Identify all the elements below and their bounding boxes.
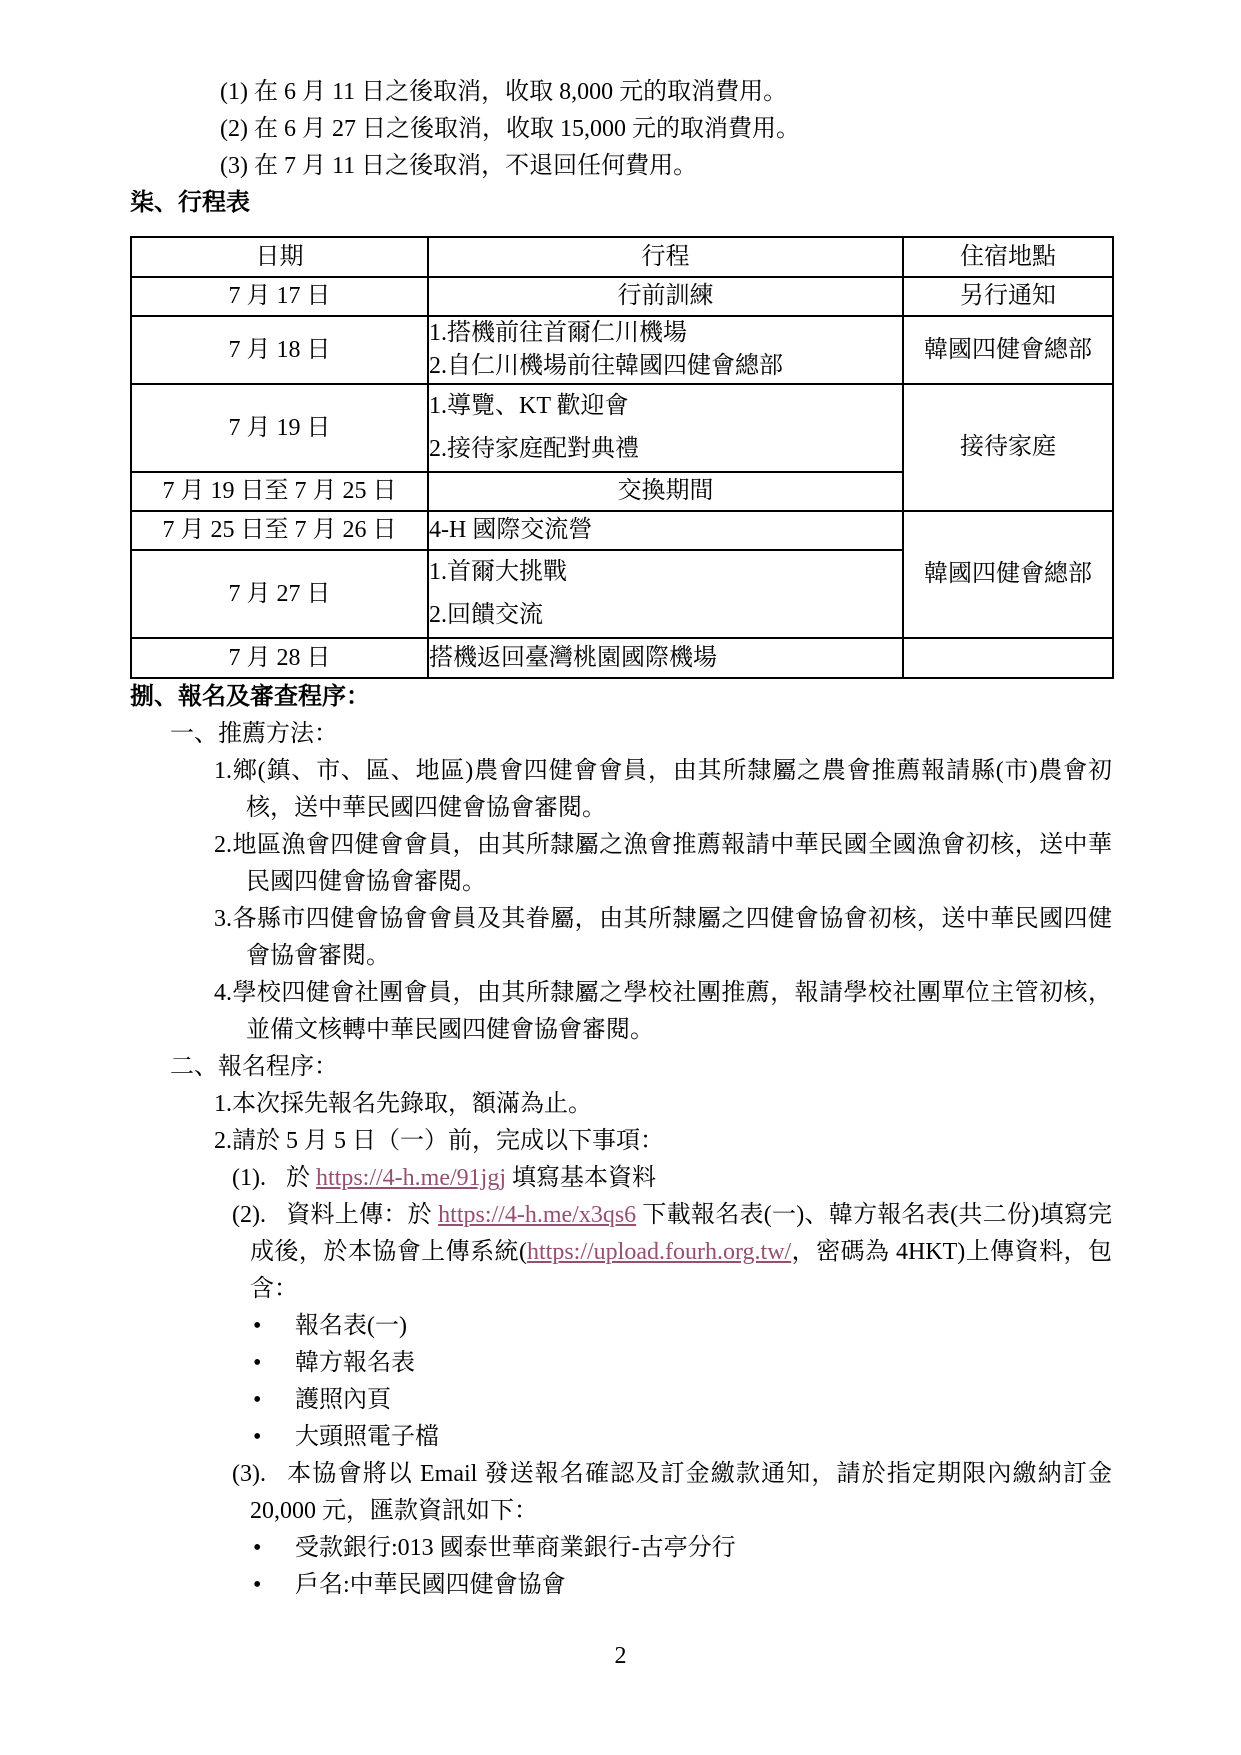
table-row	[131, 638, 1113, 678]
recommendation-item	[130, 827, 1112, 901]
recommendation-heading: 一、推薦方法：	[170, 721, 338, 747]
upload-list-item	[130, 1345, 1112, 1382]
bullet-text: 韓方報名表	[295, 1350, 415, 1376]
bullet-icon: •	[253, 1535, 262, 1561]
item-text: 請於 5 月 5 日（一）前，完成以下事項：	[232, 1128, 664, 1154]
item-number: 2.	[214, 1128, 232, 1154]
bullet-text: 護照內頁	[295, 1387, 391, 1413]
header-schedule: 行程	[428, 237, 903, 277]
cancel-item: (3) 在 7 月 11 日之後取消，不退回任何費用。	[220, 153, 698, 179]
upload-list-item	[130, 1419, 1112, 1456]
table-row	[131, 384, 1113, 472]
item-number: 3.	[214, 906, 232, 932]
recommendation-item	[130, 975, 1112, 1049]
bullet-icon: •	[253, 1350, 262, 1376]
item-number: 2.	[214, 832, 232, 858]
schedule-cell: 交換期間	[428, 472, 903, 511]
schedule-cell	[428, 384, 903, 472]
item-text: 鄉(鎮、市、區、地區)農會四健會會員，由其所隸屬之農會推薦報請縣(市)農會初核，送中華民國四健會協會審閱。	[232, 758, 1112, 821]
table-row	[131, 277, 1113, 316]
substep-number: (3).	[232, 1461, 266, 1487]
registration-substep	[130, 1456, 1112, 1530]
date-cell: 7 月 19 日至 7 月 25 日	[131, 472, 428, 511]
itinerary-table	[130, 236, 1114, 679]
substep-text: 下載報名表(一)、韓方報名表(共二份)填寫完成後，於本協會上傳系統(	[250, 1202, 1113, 1265]
registration-item	[130, 1123, 1112, 1160]
schedule-line: 2.自仁川機場前往韓國四健會總部	[429, 353, 783, 379]
date-cell: 7 月 18 日	[131, 316, 428, 384]
item-text: 地區漁會四健會會員，由其所隸屬之漁會推薦報請中華民國全國漁會初核，送中華民國四健會協會審閱。	[232, 832, 1112, 895]
cancel-item: (2) 在 6 月 27 日之後取消，收取 15,000 元的取消費用。	[220, 116, 800, 142]
substep-number: (2).	[232, 1202, 266, 1228]
substep-text: 資料上傳：於	[286, 1202, 439, 1228]
cancel-item: (1) 在 6 月 11 日之後取消，收取 8,000 元的取消費用。	[220, 79, 788, 105]
bullet-text: 報名表(一)	[295, 1313, 407, 1339]
recommendation-item	[130, 753, 1112, 827]
date-cell: 7 月 19 日	[131, 384, 428, 472]
bullet-text: 受款銀行:013 國泰世華商業銀行-古亭分行	[295, 1535, 736, 1561]
table-header-row	[131, 237, 1113, 277]
substep-text: 填寫基本資料	[506, 1165, 656, 1191]
substep-text: 於	[286, 1165, 316, 1191]
table-row	[131, 511, 1113, 550]
schedule-line: 1.導覽、KT 歡迎會	[429, 393, 629, 419]
upload-list-item	[130, 1382, 1112, 1419]
date-cell: 7 月 17 日	[131, 277, 428, 316]
recommendation-item	[130, 901, 1112, 975]
bullet-icon: •	[253, 1313, 262, 1339]
bullet-icon: •	[253, 1572, 262, 1598]
registration-substep	[130, 1160, 1112, 1197]
section-eight-title: 捌、報名及審查程序：	[130, 684, 370, 710]
upload-system-link[interactable]: https://upload.fourh.org.tw/	[527, 1239, 792, 1265]
substep-number: (1).	[232, 1165, 266, 1191]
page-number: 2	[614, 1643, 627, 1669]
item-number: 4.	[214, 980, 232, 1006]
schedule-cell	[428, 550, 903, 638]
registration-substep	[130, 1197, 1112, 1308]
lodging-cell: 韓國四健會總部	[903, 316, 1113, 384]
schedule-line: 1.搭機前往首爾仁川機場	[429, 320, 687, 346]
registration-item	[130, 1086, 1112, 1123]
document-content	[130, 74, 1112, 1604]
item-text: 各縣市四健會協會會員及其眷屬，由其所隸屬之四健會協會初核，送中華民國四健會協會審閱。	[232, 906, 1112, 969]
bullet-icon: •	[253, 1387, 262, 1413]
payment-list-item	[130, 1567, 1112, 1604]
registration-heading: 二、報名程序：	[170, 1054, 338, 1080]
table-row	[131, 316, 1113, 384]
form-fill-link[interactable]: https://4-h.me/91jgj	[316, 1165, 506, 1191]
item-text: 本次採先報名先錄取，額滿為止。	[232, 1091, 592, 1117]
section-seven-title: 柒、行程表	[130, 190, 250, 216]
schedule-line: 2.接待家庭配對典禮	[429, 436, 639, 462]
header-date: 日期	[131, 237, 428, 277]
lodging-cell: 另行通知	[903, 277, 1113, 316]
schedule-cell	[428, 316, 903, 384]
payment-list-item	[130, 1530, 1112, 1567]
lodging-cell	[903, 638, 1113, 678]
schedule-line: 1.首爾大挑戰	[429, 559, 567, 585]
substep-text: 本協會將以 Email 發送報名確認及訂金繳款通知，請於指定期限內繳納訂金 20,000 元，匯款資訊如下：	[250, 1461, 1112, 1524]
form-download-link[interactable]: https://4-h.me/x3qs6	[438, 1202, 637, 1228]
item-number: 1.	[214, 1091, 232, 1117]
header-lodging: 住宿地點	[903, 237, 1113, 277]
schedule-cell: 4-H 國際交流營	[428, 511, 903, 550]
upload-list-item	[130, 1308, 1112, 1345]
date-cell: 7 月 25 日至 7 月 26 日	[131, 511, 428, 550]
lodging-cell: 韓國四健會總部	[903, 511, 1113, 638]
item-number: 1.	[214, 758, 232, 784]
schedule-line: 2.回饋交流	[429, 602, 543, 628]
bullet-text: 戶名:中華民國四健會協會	[295, 1572, 566, 1598]
bullet-text: 大頭照電子檔	[295, 1424, 439, 1450]
lodging-cell: 接待家庭	[903, 384, 1113, 511]
date-cell: 7 月 27 日	[131, 550, 428, 638]
substep-text: ，密碼為 4HKT)上傳資料，包含：	[250, 1239, 1112, 1302]
item-text: 學校四健會社團會員，由其所隸屬之學校社團推薦，報請學校社團單位主管初核，並備文核轉中華民國四健會協會審閱。	[232, 980, 1112, 1043]
date-cell: 7 月 28 日	[131, 638, 428, 678]
schedule-cell: 搭機返回臺灣桃園國際機場	[428, 638, 903, 678]
bullet-icon: •	[253, 1424, 262, 1450]
schedule-cell: 行前訓練	[428, 277, 903, 316]
